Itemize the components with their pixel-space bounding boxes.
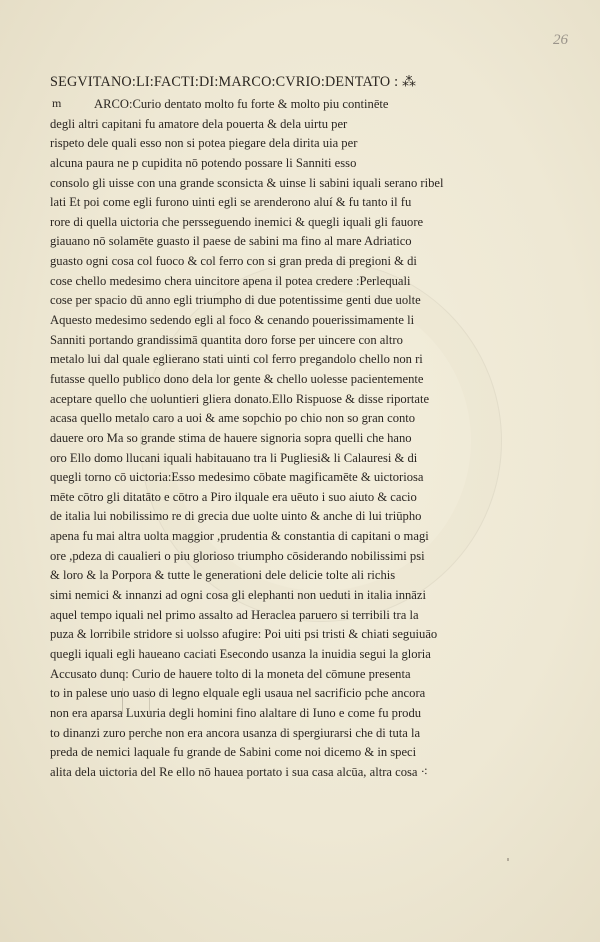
text-line: Aquesto medesimo sedendo egli al foco & cenando pouerissimamente li: [50, 313, 415, 328]
text-line: Accusato dunq: Curio de hauere tolto di la moneta del cōmune presenta: [50, 666, 411, 681]
chapter-heading: SEGVITANO:LI:FACTI:DI:MARCO:CVRIO:DENTATO : ⁂: [50, 74, 417, 90]
text-line: simi nemici & innanzi ad ogni cosa gli elephanti non ueduti in italia innāzi: [50, 588, 426, 603]
text-line: quegli torno cō uictoria:Esso medesimo cōbate magificamēte & uictoriosa: [50, 470, 424, 485]
text-line: dauere oro Ma so grande stima de hauere signoria sopra quelli che hano: [50, 430, 412, 445]
text-line: giauano nō solamēte guasto il paese de sabini ma fino al mare Adriatico: [50, 234, 412, 249]
text-line: Sanniti portando grandissimā quantita doro forse per uincere con altro: [50, 332, 403, 347]
text-line: degli altri capitani fu amatore dela pouerta & dela uirtu per: [50, 116, 348, 131]
text-line: futasse quello publico dono dela lor gente & chello uolesse pacientemente: [50, 371, 424, 386]
paper-mark: [507, 858, 509, 861]
text-line: consolo gli uisse con una grande sconsicta & uinse li sabini iquali serano ribel: [50, 175, 444, 190]
text-line: oro Ello domo llucani iquali habitauano tra li Pugliesi& li Calauresi & di: [50, 450, 418, 465]
text-line: rore di quella uictoria che persseguendo inemici & quegli iquali gli fauore: [50, 214, 424, 229]
text-line: aceptare quello che uoluntieri gliera donato.Ello Rispuose & disse riportate: [50, 391, 430, 406]
text-line: guasto ogni cosa col fuoco & col ferro con si gran preda di pregioni & di: [50, 254, 417, 269]
text-line: de italia lui nobilissimo re di grecia due uolte uinto & anche di lui triūpho: [50, 509, 422, 524]
text-line: cose chello medesimo chera uincitore apena il potea credere :Perlequali: [50, 273, 411, 288]
folio-number: 26: [553, 32, 568, 48]
text-line: mēte cōtro gli ditatāto e cōtro a Piro ilquale era uēuto i suo aiuto & cacio: [50, 489, 417, 504]
text-line: metalo lui dal quale eglierano stati uinti col ferro pregandolo chello non ri: [50, 352, 423, 367]
text-line: lati Et poi come egli furono uinti egli se arenderono aluí & fu tanto il fu: [50, 195, 412, 210]
text-line: puza & lorribile stridore si uolsso afugire: Poi uiti psi tristi & chiati seguiuāo: [50, 627, 438, 642]
text-line: apena fu mai altra uolta maggior ,prudentia & constantia di capitani o magi: [50, 529, 429, 544]
text-line: to in palese uno uaso di legno elquale egli usaua nel sacrificio pche ancora: [50, 686, 426, 701]
text-line: preda de nemici laquale fu grande de Sabini come noi dicemo & in speci: [50, 745, 417, 760]
text-line: acasa quello metalo caro a uoi & ame sopchio po chio non so gran conto: [50, 411, 416, 426]
body-text: [50, 95, 570, 782]
text-line: alita dela uictoria del Re ello nō hauea portato i sua casa alcūa, altra cosa ⁖: [50, 764, 429, 779]
text-line: quegli iquali egli haueano caciati Esecondo usanza la inuidia segui la gloria: [50, 646, 431, 661]
text-line: aquel tempo iquali nel primo assalto ad Heraclea paruero si terribili tra la: [50, 607, 419, 622]
text-line: cose per spacio dū anno egli triumpho di due potentissime genti due uolte: [50, 293, 421, 308]
text-line: non era aparsa Luxuria degli homini fino alaltare di Iuno e come fu produ: [50, 705, 422, 720]
ink-stain: [122, 688, 150, 714]
text-line: ARCO:Curio dentato molto fu forte & molto piu continēte: [94, 97, 389, 111]
text-line: alcuna paura ne p cupidita nō potendo possare li Sanniti esso: [50, 155, 357, 170]
text-line: ore ,pdeza di caualieri o piu glorioso triumpho cōsiderando nobilissimi psi: [50, 548, 425, 563]
text-line: to dinanzi zuro perche non era ancora usanza di spergiurarsi che di tuta la: [50, 725, 421, 740]
text-line: rispeto dele quali esso non si potea piegare dela dirita uia per: [50, 136, 358, 151]
guide-letter: m: [52, 96, 62, 110]
text-line: & loro & la Porpora & tutte le generationi dele delicie tolte ali richis: [50, 568, 396, 583]
